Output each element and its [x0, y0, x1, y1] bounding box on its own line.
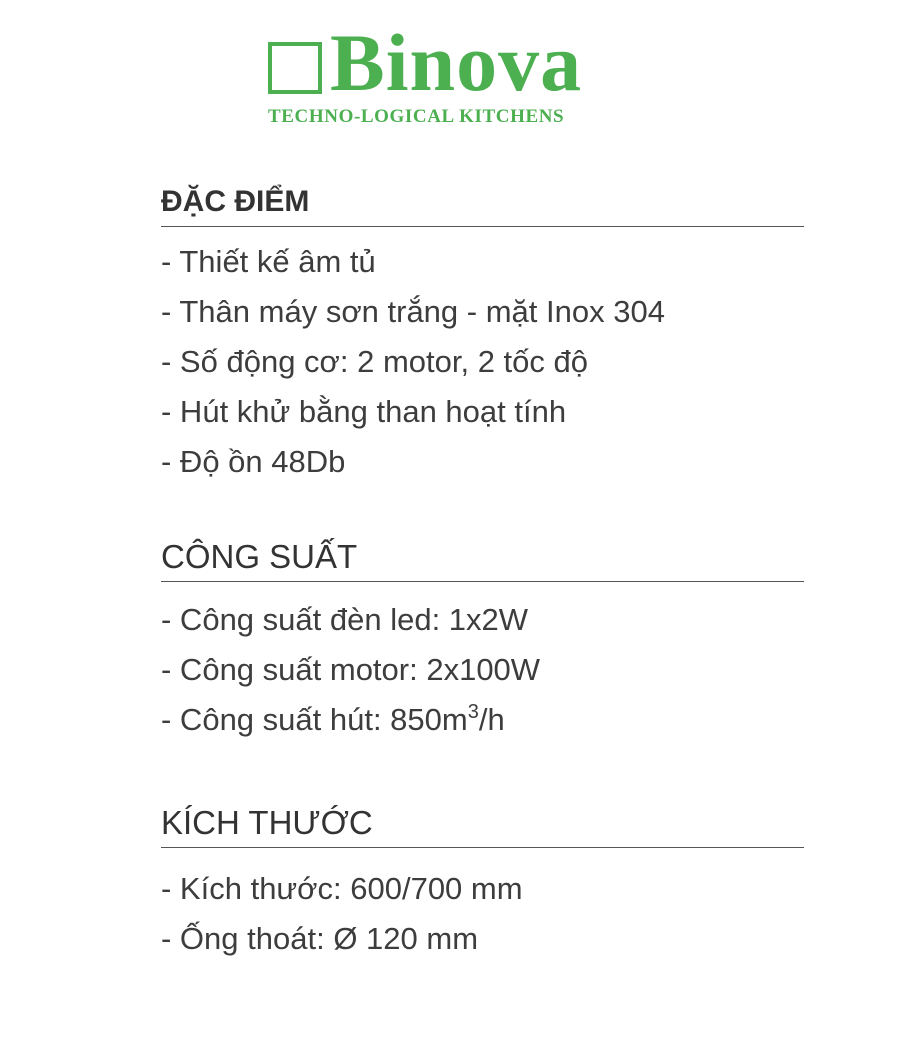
list-item	[161, 695, 804, 745]
section-features	[161, 182, 804, 487]
section-title: KÍCH THƯỚC	[161, 803, 804, 848]
list-item: - Công suất đèn led: 1x2W	[161, 602, 529, 637]
list-item: - Độ ồn 48Db	[161, 444, 346, 479]
list-item: - Ống thoát: Ø 120 mm	[161, 921, 479, 956]
section-power	[161, 537, 804, 745]
feature-list	[161, 237, 804, 487]
section-title: ĐẶC ĐIỂM	[161, 182, 804, 227]
dimensions-list	[161, 864, 804, 964]
list-item: - Kích thước: 600/700 mm	[161, 871, 523, 906]
list-item: - Thân máy sơn trắng - mặt Inox 304	[161, 294, 665, 329]
section-title: CÔNG SUẤT	[161, 537, 804, 582]
logo-tagline: TECHNO-LOGICAL KITCHENS	[268, 106, 565, 127]
logo-square-icon	[268, 42, 322, 94]
list-item: - Công suất motor: 2x100W	[161, 652, 541, 687]
list-item: - Số động cơ: 2 motor, 2 tốc độ	[161, 344, 589, 379]
suction-power-text: - Công suất hút: 850m	[161, 702, 468, 737]
cubic-superscript: 3	[467, 701, 479, 723]
power-list	[161, 595, 804, 745]
list-item: - Thiết kế âm tủ	[161, 244, 376, 279]
section-dimensions	[161, 803, 804, 964]
per-hour-text: /h	[478, 702, 505, 737]
binova-logo	[266, 17, 626, 128]
list-item: - Hút khử bằng than hoạt tính	[161, 394, 567, 429]
logo-brand-name: Binova	[330, 17, 583, 108]
